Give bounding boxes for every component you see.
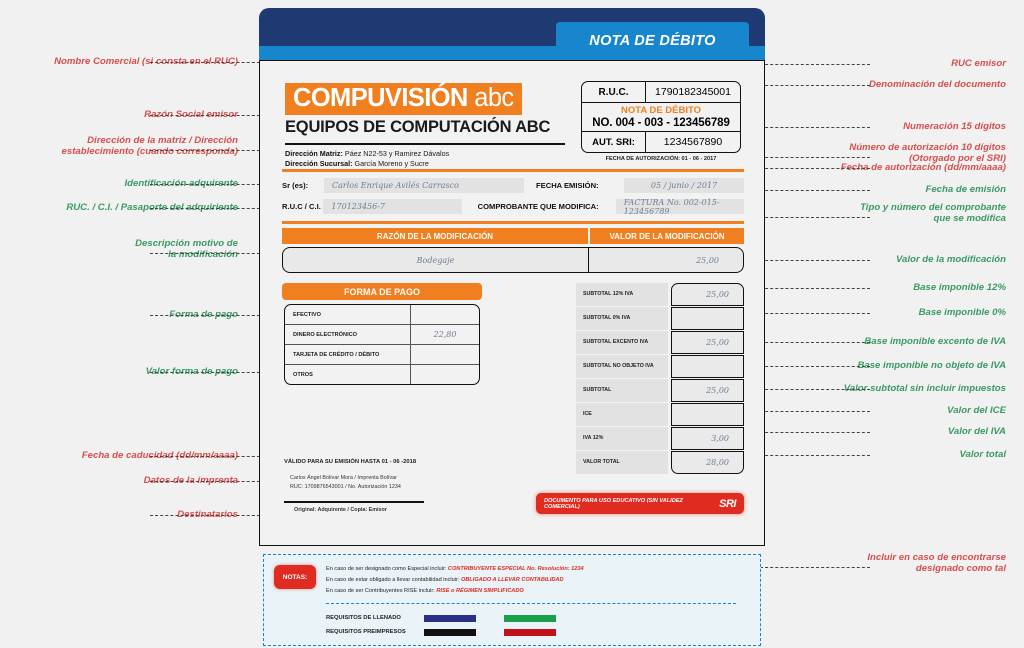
annotation-right-13-line: Valor del ICE — [947, 405, 1006, 416]
modification-table-body — [282, 247, 744, 273]
totals-row — [576, 307, 744, 330]
totals-row — [576, 451, 744, 474]
connector-left-5 — [150, 253, 265, 254]
payment-table — [284, 304, 480, 385]
connector-right-5 — [760, 190, 870, 191]
totals-row-label: SUBTOTAL 12% IVA — [576, 283, 668, 306]
requirements-preprint-row — [326, 625, 584, 639]
totals-row-value — [671, 331, 744, 354]
authorization-label: AUT. SRI: — [582, 132, 646, 152]
logo-divider — [285, 143, 565, 145]
customer-section — [282, 177, 744, 219]
printer-name: Carlos Ángel Bolívar Mora / Imprenta Bolívar — [290, 475, 397, 481]
modification-reason-cell — [283, 248, 589, 272]
annotation-right-15-line: Valor total — [959, 449, 1006, 460]
annotation-right-6-line: que se modifica — [933, 212, 1006, 224]
payment-row — [285, 345, 479, 365]
document-type-label: NOTA DE DÉBITO — [620, 105, 702, 116]
notes-line-1 — [326, 564, 584, 575]
totals-row — [576, 427, 744, 450]
modification-value-header: VALOR DE LA MODIFICACIÓN — [590, 228, 744, 244]
totals-row-label: VALOR TOTAL — [576, 451, 668, 474]
notes-line-3 — [326, 586, 584, 597]
totals-row-label: SUBTOTAL 0% IVA — [576, 307, 668, 330]
banner-title-tab: NOTA DE DÉBITO — [556, 22, 749, 60]
notes-badge: NOTAS: — [274, 565, 316, 589]
recipients-text: Original: Adquirente / Copia: Emisor — [294, 507, 387, 513]
annotation-right-10-line: Base imponible excento de IVA — [864, 336, 1006, 347]
totals-row-value-text: 25,00 — [706, 337, 729, 347]
annotation-left-5 — [30, 239, 238, 260]
connector-left-6 — [150, 315, 265, 316]
address-matriz-label: Dirección Matriz: — [285, 149, 343, 158]
customer-row-id — [282, 198, 744, 215]
annotation-left-5-line: Descripción motivo de — [135, 238, 238, 249]
address-matriz-row — [285, 149, 449, 159]
payment-row-value — [411, 365, 479, 384]
totals-row-value — [671, 355, 744, 378]
annotation-left-1-line: Razón Social emisor — [144, 109, 238, 120]
notes-line-2 — [326, 575, 584, 586]
totals-row — [576, 355, 744, 378]
address-matriz-value: Páez N22-53 y Ramirez Dávalos — [344, 149, 450, 158]
annotation-left-2-line: Dirección de la matriz / Dirección — [87, 135, 238, 146]
notes-line-2-prefix: En caso de estar obligado a llevar contabilidad incluir: — [326, 577, 460, 584]
customer-name-value: Carlos Enrique Avilés Carrasco — [324, 178, 524, 193]
connector-left-0 — [150, 62, 265, 63]
totals-table — [576, 283, 744, 475]
orange-divider-mid — [282, 221, 744, 224]
annotation-right-8-line: Base imponible 12% — [913, 282, 1006, 293]
requirements-fill-row — [326, 611, 584, 625]
totals-row-value — [671, 379, 744, 402]
annotation-left-7-line: Valor forma de pago — [145, 366, 238, 377]
connector-right-15 — [760, 455, 870, 456]
annotation-left-6-line: Forma de pago — [169, 309, 238, 320]
connector-left-9 — [150, 481, 265, 482]
printer-info — [290, 474, 401, 491]
swatch-blue — [424, 615, 476, 622]
connector-right-4 — [760, 168, 870, 169]
connector-right-11 — [760, 366, 870, 367]
emission-date-value: 05 / junio / 2017 — [624, 178, 744, 193]
annotation-left-5-line: la modificación — [168, 248, 238, 260]
ruc-info-box — [581, 81, 741, 153]
payment-row — [285, 365, 479, 384]
totals-row — [576, 403, 744, 426]
payment-row-value-text: 22,80 — [433, 330, 457, 339]
ruc-value: 1790182345001 — [655, 86, 731, 98]
modified-document-label: COMPROBANTE QUE MODIFICA: — [477, 202, 599, 211]
annotation-right-6-line: Tipo y número del comprobante — [860, 202, 1006, 213]
totals-row — [576, 331, 744, 354]
sri-logo: SRI — [719, 497, 736, 510]
annotation-right-5-line: Fecha de emisión — [925, 184, 1006, 195]
connector-left-2 — [150, 150, 265, 151]
debit-note-document — [259, 8, 765, 640]
connector-left-3 — [150, 184, 265, 185]
address-sucursal-label: Dirección Sucursal: — [285, 159, 353, 169]
connector-right-12 — [760, 389, 870, 390]
connector-right-0 — [760, 64, 870, 65]
annotation-right-6 — [770, 203, 1006, 224]
company-tagline: EQUIPOS DE COMPUTACIÓN ABC — [285, 117, 551, 136]
customer-id-value: 170123456-7 — [323, 199, 461, 214]
educational-use-text: DOCUMENTO PARA USO EDUCATIVO (SIN VALIDEZ COMERCIAL) — [544, 497, 683, 510]
totals-row-value — [671, 307, 744, 330]
annotation-right-0-line: RUC emisor — [951, 58, 1006, 69]
annotation-right-14-line: Valor del IVA — [947, 426, 1006, 437]
totals-row-label: ICE — [576, 403, 668, 426]
modification-reason-header: RAZÓN DE LA MODIFICACIÓN — [282, 228, 588, 244]
totals-row-value — [671, 427, 744, 450]
annotation-right-11-line: Base imponible no objeto de IVA — [857, 360, 1006, 371]
swatch-black — [424, 629, 476, 636]
document-sheet — [259, 60, 765, 546]
swatch-green — [504, 615, 556, 622]
payment-row — [285, 325, 479, 345]
modification-table-header — [282, 228, 744, 244]
payment-row-value — [411, 345, 479, 364]
authorization-row — [582, 132, 740, 152]
notes-panel — [263, 554, 761, 646]
connector-right-10 — [760, 342, 870, 343]
modified-document-value: FACTURA No. 002-015-123456789 — [616, 199, 744, 214]
annotation-right-3-line: (Otorgado por el SRI) — [908, 152, 1006, 164]
payment-row-label: DINERO ELECTRÓNICO — [285, 325, 411, 344]
emission-date-label: FECHA EMISIÓN: — [536, 181, 599, 190]
totals-row-value-text: 3,00 — [711, 433, 729, 443]
totals-row-value — [671, 283, 744, 306]
totals-row-value — [671, 403, 744, 426]
customer-row-name — [282, 177, 744, 194]
connector-left-4 — [150, 208, 265, 209]
ruc-row — [582, 82, 740, 103]
annotation-right-4-line: Fecha de autorización (dd/mm/aaaa) — [840, 162, 1006, 173]
totals-row-label: SUBTOTAL EXCENTO IVA — [576, 331, 668, 354]
payment-row-value — [411, 325, 479, 344]
payment-section-title: FORMA DE PAGO — [282, 283, 482, 300]
footer-divider — [284, 501, 424, 503]
totals-row-value-text: 25,00 — [706, 385, 729, 395]
annotation-left-9-line: Datos de la imprenta — [143, 475, 238, 486]
annotation-right-3-line: Número de autorización 10 dígitos — [849, 142, 1006, 153]
notes-lines — [326, 564, 584, 598]
annotation-right-12-line: Valor subtotal sin incluir impuestos — [843, 383, 1006, 394]
customer-id-label: R.U.C / C.I. — [282, 202, 321, 211]
annotation-right-9-line: Base imponible 0% — [918, 307, 1006, 318]
totals-row — [576, 283, 744, 306]
annotation-left-3-line: Identificación adquirente — [124, 178, 238, 189]
payment-row-value — [411, 305, 479, 324]
annotation-left-10-line: Destinatarios — [177, 509, 238, 520]
company-logo — [285, 83, 565, 137]
ruc-label: R.U.C. — [582, 82, 646, 102]
document-number-value: NO. 004 - 003 - 123456789 — [592, 117, 730, 129]
totals-row-label: SUBTOTAL — [576, 379, 668, 402]
orange-divider-top — [282, 169, 744, 172]
payment-row-label: OTROS — [285, 365, 411, 384]
address-sucursal-value: García Moreno y Sucre — [354, 159, 429, 169]
notes-line-3-prefix: En caso de ser Contribuyentes RISE incluir: — [326, 588, 435, 595]
customer-name-label: Sr (es): — [282, 181, 309, 190]
annotation-left-4-line: RUC. / C.I. / Pasaporte del adquiriente — [66, 202, 238, 213]
notes-line-1-emphasis: CONTRIBUYENTE ESPECIAL No. Resolución: 1234 — [447, 566, 584, 572]
connector-right-7 — [760, 260, 870, 261]
annotation-right-16-line: designado como tal — [915, 562, 1006, 574]
totals-row — [576, 379, 744, 402]
totals-row-label: IVA 12% — [576, 427, 668, 450]
connector-left-10 — [150, 515, 265, 516]
requirements-preprint-label: REQUISITOS PREIMPRESOS — [326, 629, 406, 635]
connector-right-1 — [760, 85, 870, 86]
requirements-fill-label: REQUISITOS DE LLENADO — [326, 615, 401, 621]
annotation-right-7-line: Valor de la modificación — [896, 254, 1006, 265]
address-block — [285, 149, 449, 170]
document-banner — [259, 8, 765, 60]
annotation-left-2 — [30, 136, 238, 157]
connector-right-13 — [760, 411, 870, 412]
annotation-right-16 — [770, 553, 1006, 574]
annotation-left-8-line: Fecha de caducidad (dd/mm/aaaa) — [81, 450, 238, 461]
connector-right-2 — [760, 127, 870, 128]
printer-ruc: RUC: 1709876543001 / No. Autorización 1234 — [290, 483, 401, 490]
totals-row-value — [671, 451, 744, 474]
connector-right-8 — [760, 288, 870, 289]
totals-row-label: SUBTOTAL NO OBJETO IVA — [576, 355, 668, 378]
swatch-red — [504, 629, 556, 636]
modification-reason-text: Bodegaje — [416, 255, 455, 265]
connector-left-8 — [150, 456, 265, 457]
logo-abc-text: abc — [474, 84, 514, 112]
annotation-right-2-line: Numeración 15 dígitos — [903, 121, 1006, 132]
payment-row-label: EFECTIVO — [285, 305, 411, 324]
totals-row-value-text: 28,00 — [706, 457, 729, 467]
annotation-right-16-line: Incluir en caso de encontrarse — [867, 552, 1006, 563]
authorization-value: 1234567890 — [663, 136, 723, 148]
connector-right-3 — [760, 157, 870, 158]
document-number-row — [582, 103, 740, 132]
annotation-left-0-line: Nombre Comercial (si consta en el RUC) — [54, 56, 238, 67]
logo-wordmark — [285, 83, 522, 115]
totals-row-value-text: 25,00 — [706, 289, 729, 299]
notes-line-1-prefix: En caso de ser designado como Especial incluir: — [326, 566, 447, 572]
educational-use-badge — [536, 493, 744, 514]
connector-right-9 — [760, 313, 870, 314]
connector-right-16 — [760, 567, 870, 568]
connector-left-7 — [150, 372, 265, 373]
authorization-date: FECHA DE AUTORIZACIÓN: 01 - 06 - 2017 — [605, 156, 717, 162]
modification-value-cell — [589, 248, 743, 272]
notes-line-3-emphasis: RISE o RÉGIMEN SIMPLIFICADO — [436, 588, 524, 595]
notes-separator — [326, 603, 736, 604]
validity-date: VÁLIDO PARA SU EMISIÓN HASTA 01 - 06 -2018 — [284, 459, 417, 465]
modification-value-text: 25,00 — [696, 255, 719, 265]
notes-line-2-emphasis: OBLIGADO A LLEVAR CONTABILIDAD — [460, 577, 564, 584]
connector-left-1 — [150, 115, 265, 116]
requirements-legend — [326, 611, 584, 639]
connector-right-6 — [760, 217, 870, 218]
annotation-right-1-line: Denominación del documento — [869, 79, 1006, 90]
connector-right-14 — [760, 432, 870, 433]
annotation-left-2-line: establecimiento (cuando corresponda) — [61, 145, 238, 157]
payment-row — [285, 305, 479, 325]
payment-row-label: TARJETA DE CRÉDITO / DÉBITO — [285, 345, 411, 364]
logo-main-text: COMPUVISIÓN — [293, 84, 468, 112]
